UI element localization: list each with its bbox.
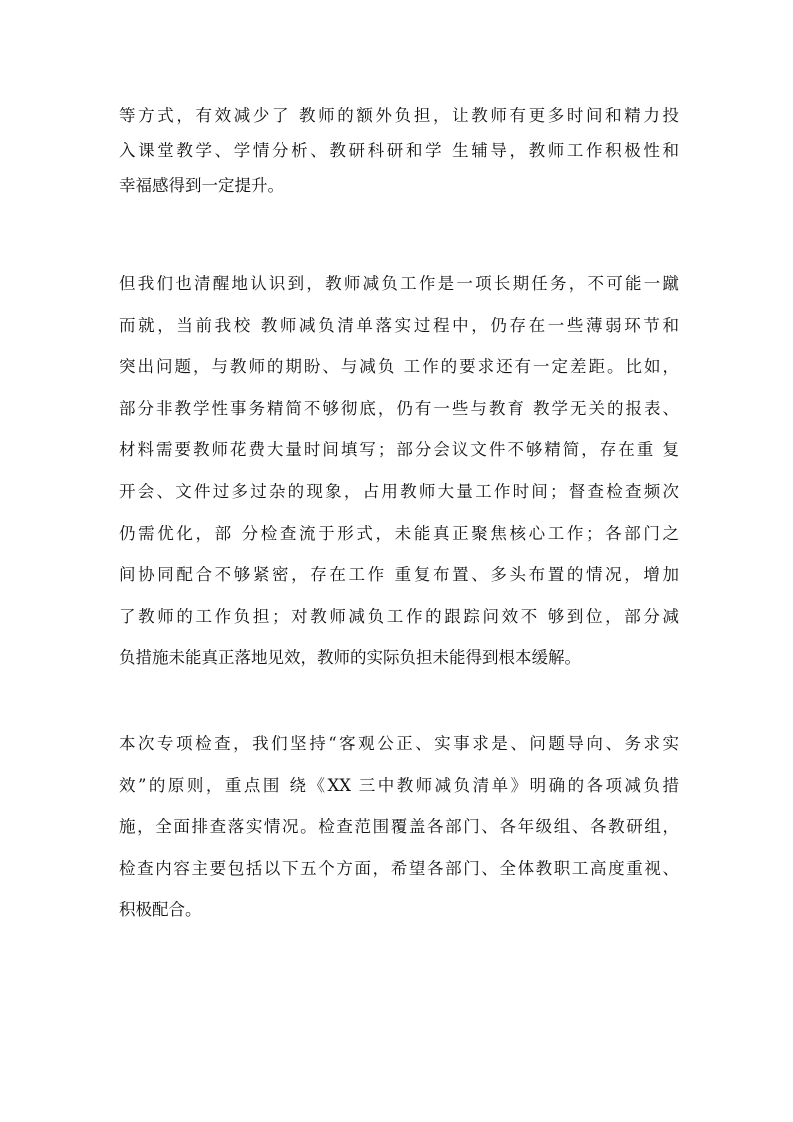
text-line: 负措施未能真正落地见效，教师的实际负担未能得到根本缓解。: [119, 648, 581, 667]
text-line: 开会、文件过多过杂的现象，占用教师大量工作时间；督查检查频次: [119, 482, 679, 501]
text-line: 积极配合。: [119, 900, 202, 919]
text-line: 入课堂教学、学情分析、教研科研和学 生辅导，教师工作积极性和: [119, 141, 679, 160]
text-line: 等方式，有效减少了 教师的额外负担，让教师有更多时间和精力投: [119, 106, 679, 125]
text-line: 部分非教学性事务精简不够彻底，仍有一些与教育 教学无关的报表、: [119, 399, 679, 418]
text-line: 本次专项检查，我们坚持“客观公正、实事求是、问题导向、务求实: [119, 734, 679, 753]
text-line: 但我们也清醒地认识到，教师减负工作是一项长期任务，不可能一蹴: [119, 274, 679, 293]
text-line: 而就，当前我校 教师减负清单落实过程中，仍存在一些薄弱环节和: [119, 316, 679, 335]
text-line: 材料需要教师花费大量时间填写；部分会议文件不够精简，存在重 复: [119, 440, 679, 459]
text-line: 间协同配合不够紧密，存在工作 重复布置、多头布置的情况，增加: [119, 565, 679, 584]
text-line: 效”的原则，重点围 绕《XX 三中教师减负清单》明确的各项减负措: [119, 776, 679, 795]
text-line: 仍需优化，部 分检查流于形式，未能真正聚焦核心工作；各部门之: [119, 524, 679, 543]
text-line: 了教师的工作负担；对教师减负工作的跟踪问效不 够到位，部分减: [119, 607, 679, 626]
text-line: 检查内容主要包括以下五个方面，希望各部门、全体教职工高度重视、: [119, 859, 679, 878]
text-line: 突出问题，与教师的期盼、与减负 工作的要求还有一定差距。比如，: [119, 357, 679, 376]
text-line: 幸福感得到一定提升。: [119, 176, 284, 195]
text-line: 施，全面排查落实情况。检查范围覆盖各部门、各年级组、各教研组，: [119, 817, 679, 836]
